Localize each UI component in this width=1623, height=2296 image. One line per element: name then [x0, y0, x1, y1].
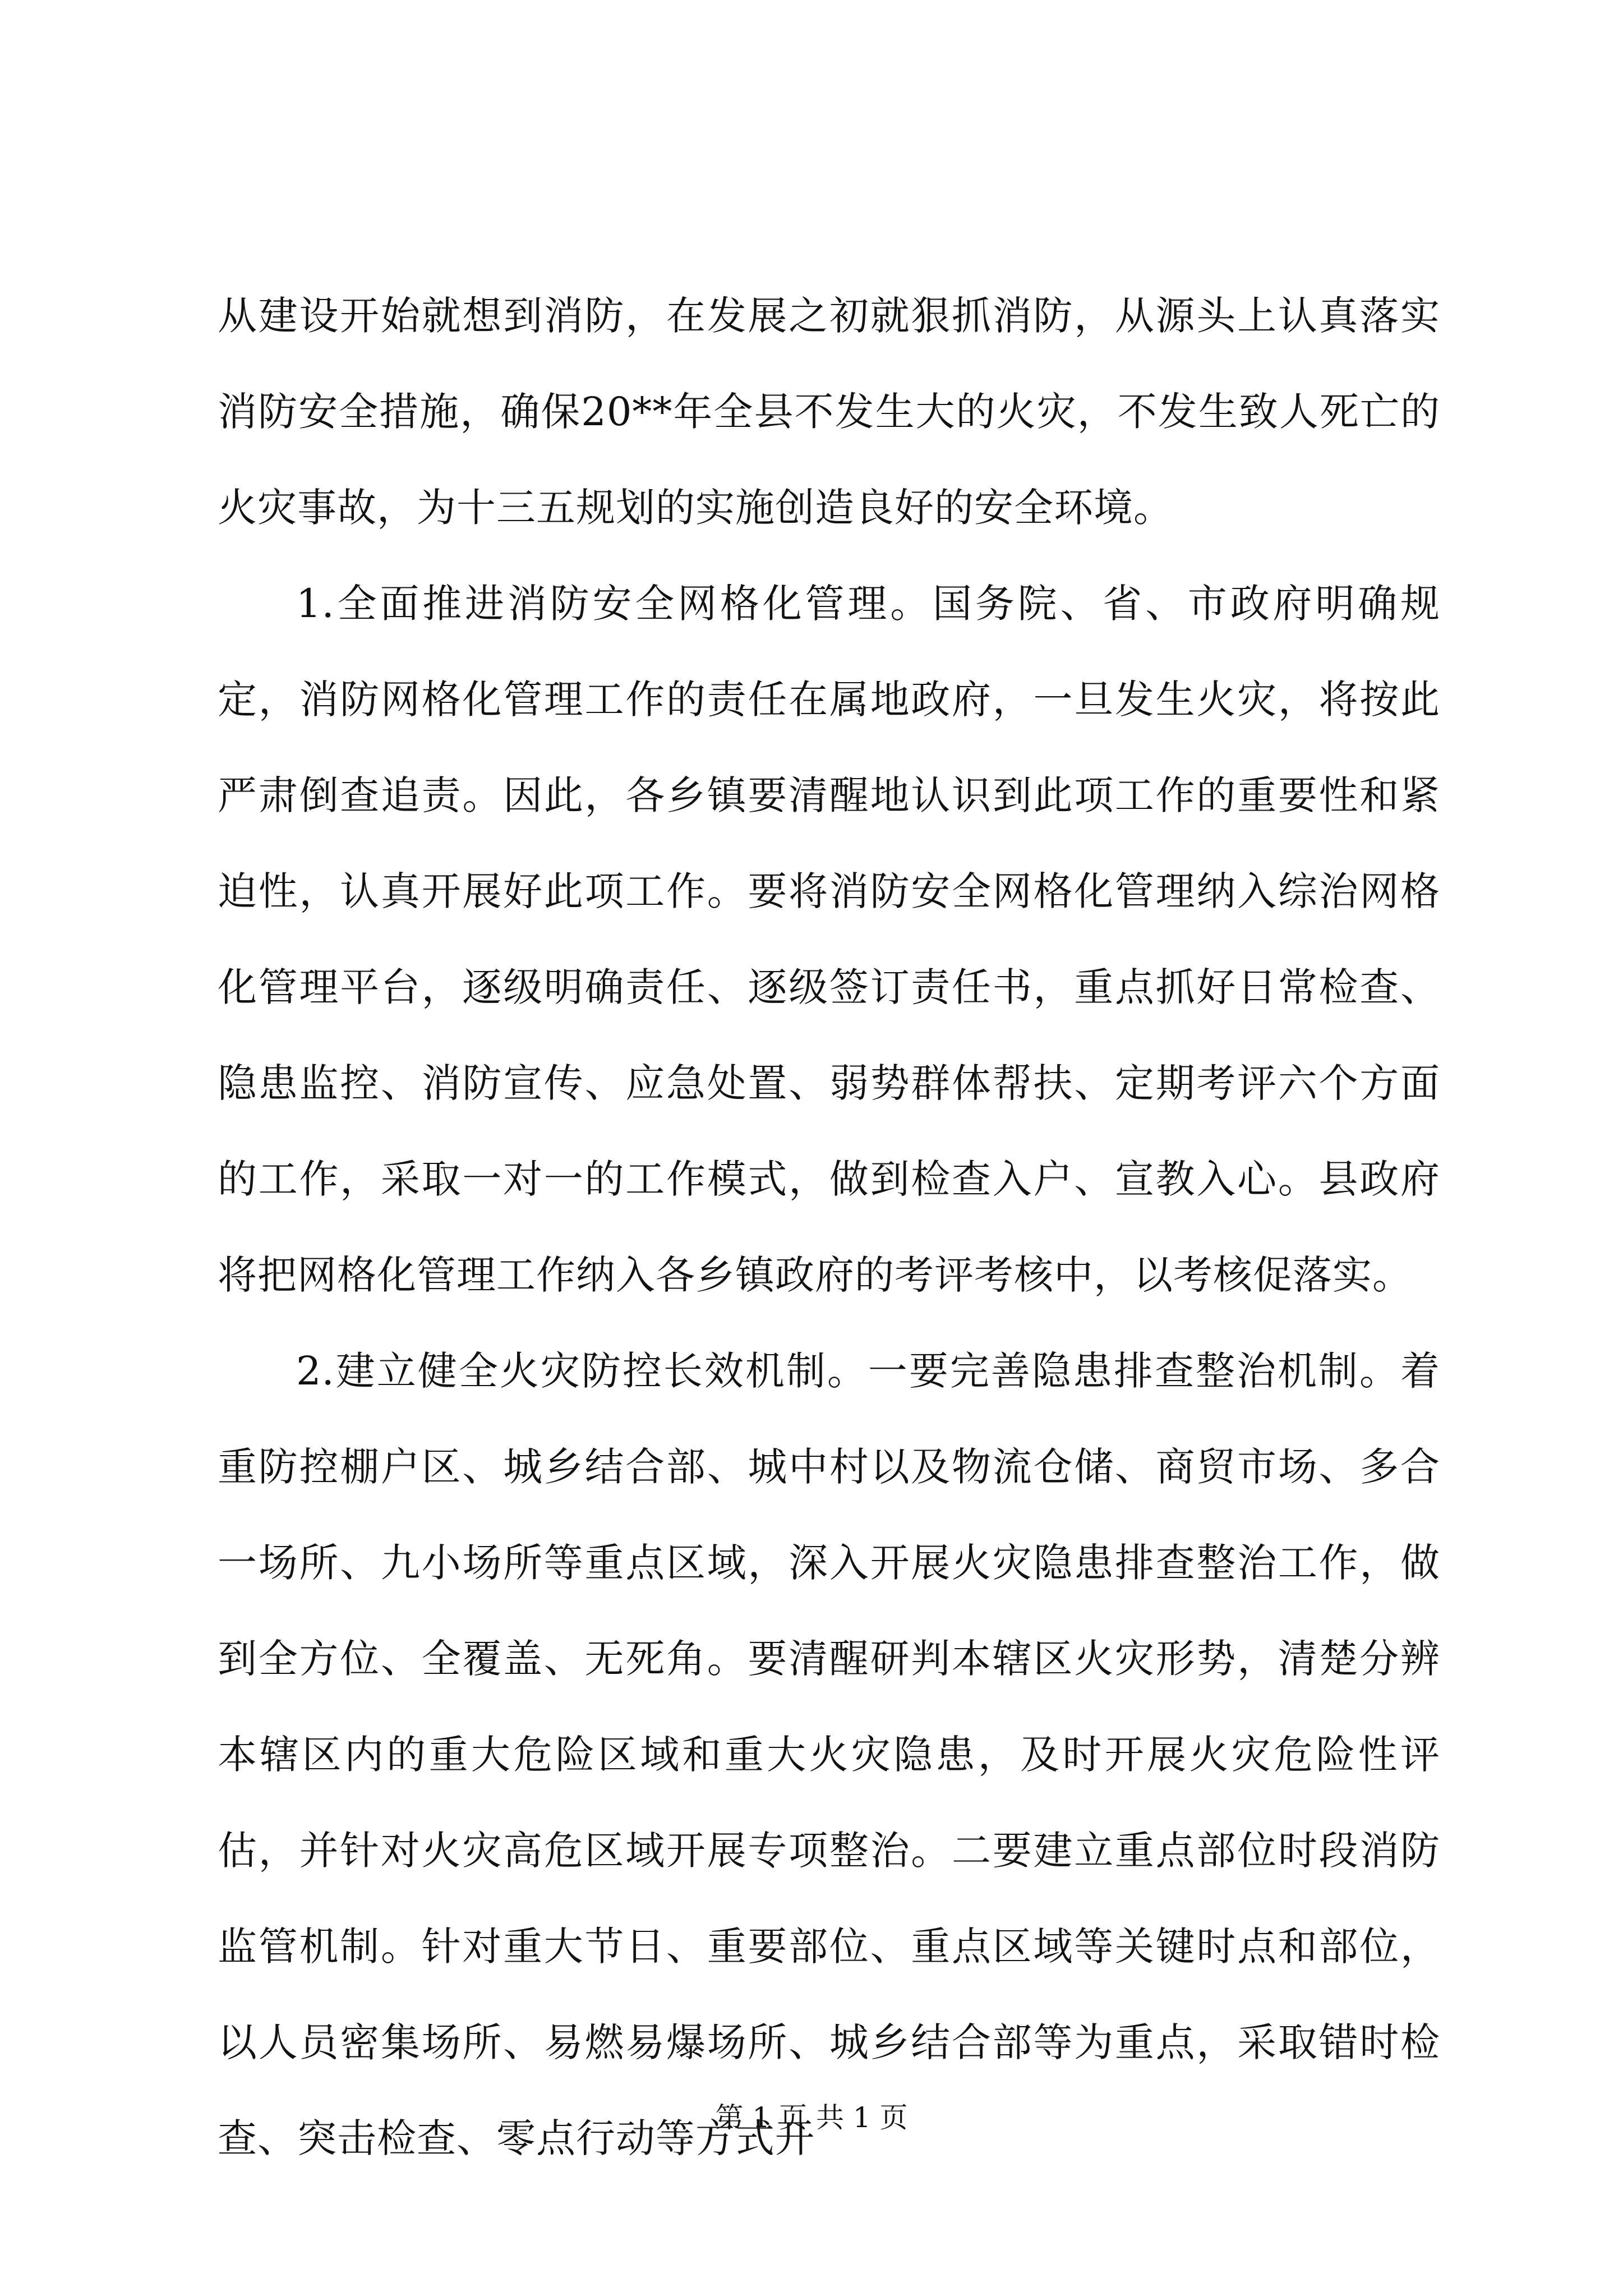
- paragraph-intro: 从建设开始就想到消防，在发展之初就狠抓消防，从源头上认真落实消防安全措施，确保20**年全县不发生大的火灾，不发生致人死亡的火灾事故，为十三五规划的实施创造良好的安全环境。: [218, 293, 1440, 531]
- paragraph-grid-management: 1.全面推进消防安全网格化管理。国务院、省、市政府明确规定，消防网格化管理工作的责任在属地政府，一旦发生火灾，将按此严肃倒查追责。因此，各乡镇要清醒地认识到此项工作的重要性和紧迫性，认真开展好此项工作。要将消防安全网格化管理纳入综治网格化管理平台，逐级明确责任、逐级签订责任书，重点抓好日常检查、隐患监控、消防宣传、应急处置、弱势群体帮扶、定期考评六个方面的工作，采取一对一的工作模式，做到检查入户、宣教入心。县政府将把网格化管理工作纳入各乡镇政府的考评考核中，以考核促落实。: [218, 581, 1440, 1298]
- document-body: [218, 268, 1440, 2187]
- page-footer: 第 1 页 共 1 页: [715, 2101, 908, 2134]
- paragraph-fire-prevention-mechanism: 2.建立健全火灾防控长效机制。一要完善隐患排查整治机制。着重防控棚户区、城乡结合部、城中村以及物流仓储、商贸市场、多合一场所、九小场所等重点区域，深入开展火灾隐患排查整治工作，做到全方位、全覆盖、无死角。要清醒研判本辖区火灾形势，清楚分辨本辖区内的重大危险区域和重大火灾隐患，及时开展火灾危险性评估，并针对火灾高危区域开展专项整治。二要建立重点部位时段消防监管机制。针对重大节日、重要部位、重点区域等关键时点和部位，以人员密集场所、易燃易爆场所、城乡结合部等为重点，采取错时检查、突击检查、零点行动等方式开: [218, 1348, 1440, 2161]
